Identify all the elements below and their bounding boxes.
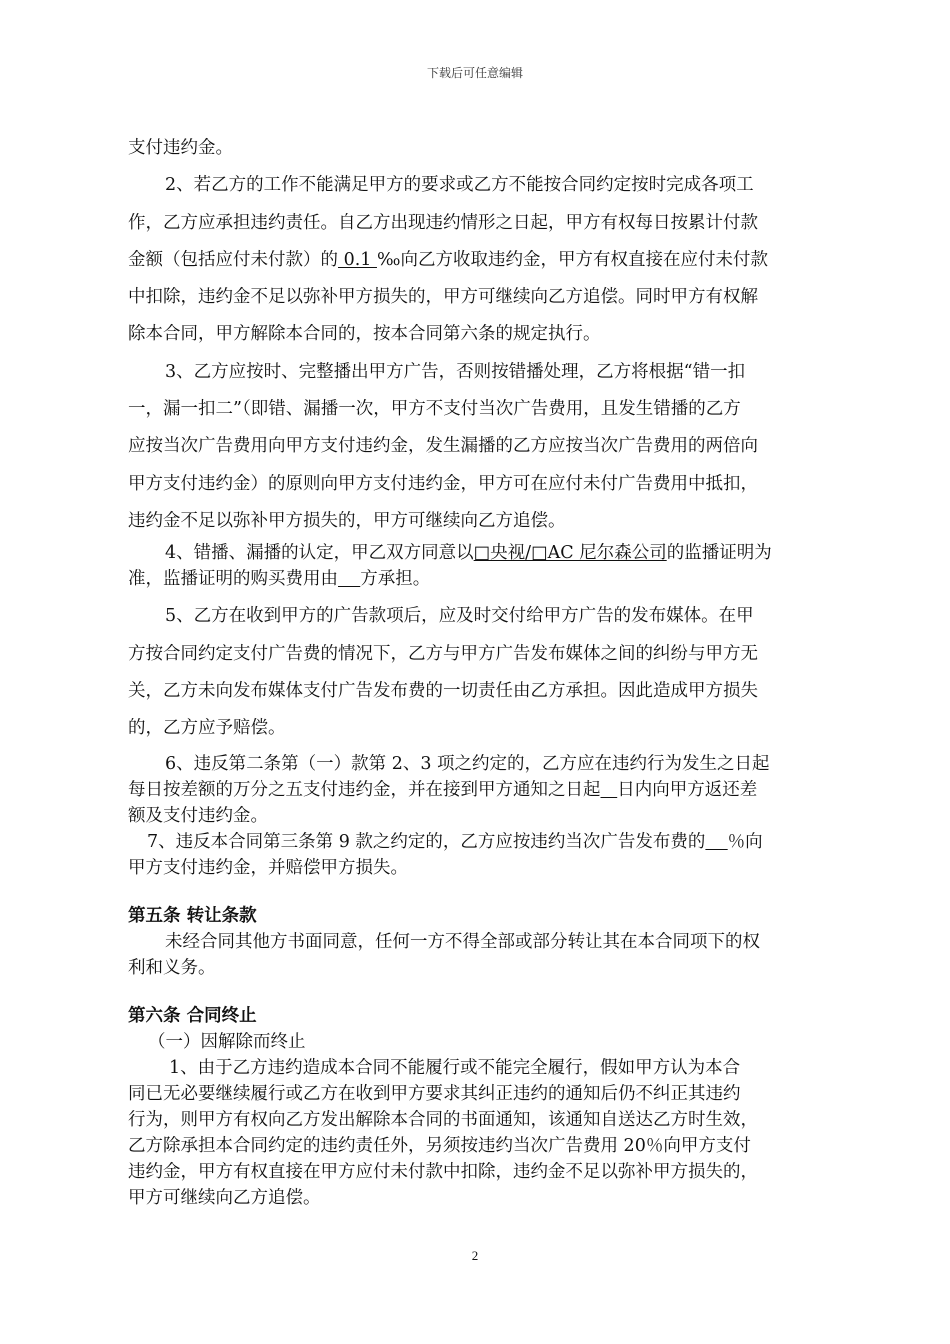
para-line: 行为，则甲方有权向乙方发出解除本合同的书面通知，该通知自送达乙方时生效， bbox=[128, 1110, 758, 1131]
text-run: 的监播证明为 bbox=[666, 543, 772, 564]
text-run: 日内向甲方返还差 bbox=[617, 780, 758, 801]
para-line: 未经合同其他方书面同意，任何一方不得全部或部分转让其在本合同项下的权 bbox=[165, 932, 760, 953]
para-line: 的，乙方应予赔偿。 bbox=[128, 718, 286, 739]
para-line: 中扣除，违约金不足以弥补甲方损失的，甲方可继续向乙方追偿。同时甲方有权解 bbox=[128, 287, 758, 308]
document-body bbox=[128, 130, 828, 1211]
para-line: 违约金，甲方有权直接在甲方应付未付款中扣除，违约金不足以弥补甲方损失的， bbox=[128, 1162, 758, 1183]
para-line: 甲方支付违约金，并赔偿甲方损失。 bbox=[128, 858, 408, 879]
fill-in-checkbox-options: □央视/□AC 尼尔森公司 bbox=[473, 543, 667, 564]
section-6 bbox=[128, 1003, 828, 1211]
para-line bbox=[128, 777, 828, 803]
fill-in-blank bbox=[338, 569, 360, 589]
para-line: 甲方支付违约金）的原则向甲方支付违约金，甲方可在应付未付广告费用中抵扣， bbox=[128, 473, 758, 494]
page-number: 2 bbox=[471, 1248, 479, 1263]
fill-in-rate: 0.1 bbox=[338, 249, 377, 270]
para-line: 应按当次广告费用向甲方支付违约金，发生漏播的乙方应按当次广告费用的两倍向 bbox=[128, 436, 758, 457]
para-line: 6、违反第二条第（一）款第 2、3 项之约定的，乙方应在违约行为发生之日起 bbox=[165, 754, 770, 775]
clause-4-4 bbox=[128, 540, 828, 592]
text-run: 准，监播证明的购买费用由 bbox=[128, 569, 338, 590]
para-line: 2、若乙方的工作不能满足甲方的要求或乙方不能按合同约定按时完成各项工 bbox=[165, 175, 754, 196]
clause-4-5 bbox=[128, 598, 828, 747]
text-run: 7、违反本合同第三条第 9 款之约定的，乙方应按违约当次广告发布费的 bbox=[147, 832, 706, 853]
section-5 bbox=[128, 903, 828, 981]
para-line: 乙方除承担本合同约定的违约责任外，另须按违约当次广告费用 20％向甲方支付 bbox=[128, 1136, 751, 1157]
para-line: 1、由于乙方违约造成本合同不能履行或不能完全履行，假如甲方认为本合 bbox=[169, 1058, 741, 1079]
para-line: 作，乙方应承担违约责任。自乙方出现违约情形之日起，甲方有权每日按累计付款 bbox=[128, 212, 758, 233]
para-line: 3、乙方应按时、完整播出甲方广告，否则按错播处理，乙方将根据“错一扣 bbox=[165, 361, 746, 382]
para-line: 5、乙方在收到甲方的广告款项后，应及时交付给甲方广告的发布媒体。在甲 bbox=[165, 606, 754, 627]
para-line: 利和义务。 bbox=[128, 958, 216, 979]
para-line: 额及支付违约金。 bbox=[128, 806, 268, 827]
para-line: 同已无必要继续履行或乙方在收到甲方要求其纠正违约的通知后仍不纠正其违约 bbox=[128, 1084, 741, 1105]
para-line: 甲方可继续向乙方追偿。 bbox=[128, 1188, 321, 1209]
subsection-heading: （一）因解除而终止 bbox=[148, 1032, 306, 1053]
para-line: 支付违约金。 bbox=[128, 138, 233, 158]
clause-4-6 bbox=[128, 751, 828, 829]
section-heading: 第五条 转让条款 bbox=[128, 906, 257, 927]
section-heading: 第六条 合同终止 bbox=[128, 1006, 257, 1027]
clause-4-7 bbox=[128, 829, 828, 881]
fill-in-blank bbox=[601, 780, 618, 800]
clause-4-2 bbox=[128, 167, 828, 353]
para-line bbox=[128, 540, 828, 566]
para-line: 关，乙方未向发布媒体支付广告发布费的一切责任由乙方承担。因此造成甲方损失 bbox=[128, 680, 758, 701]
fill-in-blank bbox=[705, 832, 727, 852]
page-header: 下载后可任意编辑 bbox=[426, 66, 523, 80]
para-line bbox=[128, 829, 828, 855]
para-line: 除本合同，甲方解除本合同的，按本合同第六条的规定执行。 bbox=[128, 324, 601, 345]
para-line: 一，漏一扣二”（即错、漏播一次，甲方不支付当次广告费用，且发生错播的乙方 bbox=[128, 399, 741, 420]
text-run: 每日按差额的万分之五支付违约金，并在接到甲方通知之日起 bbox=[128, 780, 601, 801]
text-run: ％向 bbox=[727, 832, 763, 853]
text-run: 方承担。 bbox=[360, 569, 431, 590]
clause-4-3 bbox=[128, 354, 828, 540]
para-line bbox=[128, 566, 828, 592]
para-line: 方按合同约定支付广告费的情况下，乙方与甲方广告发布媒体之间的纠纷与甲方无 bbox=[128, 643, 758, 664]
para-line: 违约金不足以弥补甲方损失的，甲方可继续向乙方追偿。 bbox=[128, 510, 566, 531]
para-line bbox=[128, 242, 828, 279]
text-run: ‰向乙方收取违约金，甲方有权直接在应付未付款 bbox=[376, 249, 768, 270]
text-run: 金额（包括应付未付款）的 bbox=[128, 249, 338, 270]
text-run: 4、错播、漏播的认定，甲乙双方同意以 bbox=[165, 543, 474, 564]
